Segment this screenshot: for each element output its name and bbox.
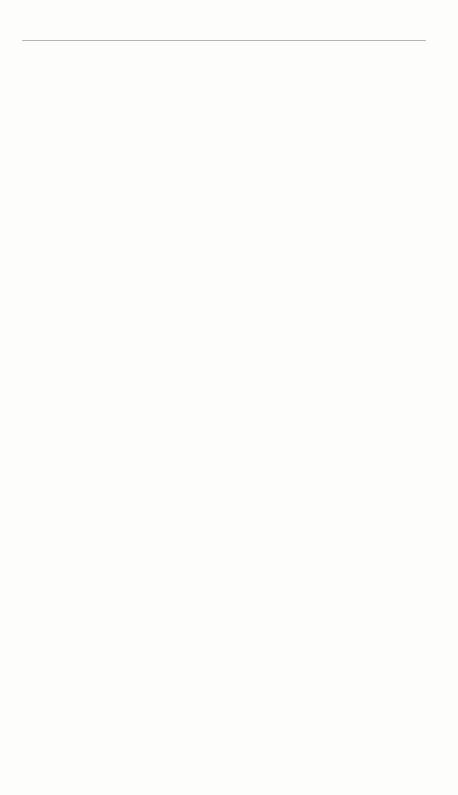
running-header (22, 25, 426, 41)
text-column-2 (152, 48, 280, 767)
text-column-1 (22, 48, 145, 767)
text-column-3 (288, 48, 408, 767)
